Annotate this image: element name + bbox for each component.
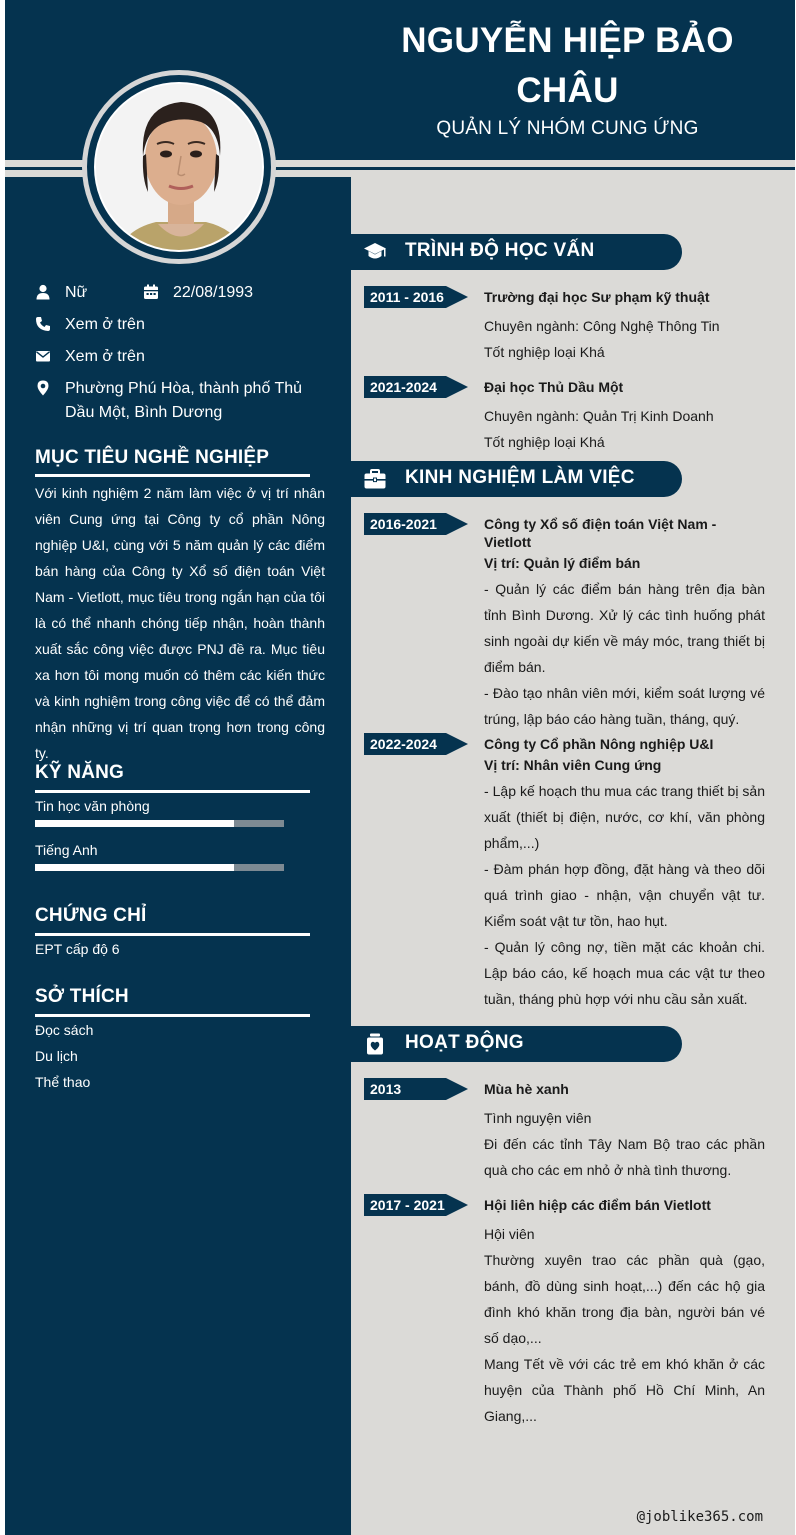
- activity-detail: Mang Tết về với các trẻ em khó khăn ở các huyện của Thành phố Hồ Chí Minh, An Giang,...: [484, 1356, 765, 1424]
- gender-value: Nữ: [65, 284, 88, 301]
- skills-title: KỸ NĂNG: [35, 762, 125, 783]
- skill-bar-fill: [35, 864, 234, 871]
- activity-role: Tình nguyện viên: [484, 1110, 592, 1126]
- watermark: @joblike365.com: [636, 1509, 763, 1525]
- activity-detail: Đi đến các tỉnh Tây Nam Bộ trao các phần quà cho các em nhỏ ở nhà tình thương.: [484, 1136, 765, 1178]
- job-detail: - Đào tạo nhân viên mới, kiểm soát lượng vé trúng, lập báo cáo hàng tuần, tháng, quý.: [484, 685, 765, 727]
- envelope-icon: [35, 348, 51, 364]
- certificate-item: EPT cấp độ 6: [35, 941, 120, 957]
- badge-icon: [363, 1032, 387, 1056]
- experience-entry: [484, 735, 765, 1012]
- objective-rule: [35, 474, 310, 477]
- skill-bar-fill: [35, 820, 234, 827]
- date-tag-label: 2021-2024: [364, 376, 446, 398]
- company-name: Công ty Cổ phần Nông nghiệp U&I: [484, 736, 714, 752]
- portrait-illustration: [96, 84, 264, 252]
- activity-entry: [484, 1080, 765, 1183]
- position: Vị trí: Quản lý điểm bán: [484, 555, 641, 571]
- date-tag-label: 2022-2024: [364, 733, 446, 755]
- date-tag-arrow: [446, 376, 468, 398]
- experience-title: KINH NGHIỆM LÀM VIỆC: [405, 467, 635, 488]
- objective-text: Với kinh nghiệm 2 năm làm việc ở vị trí nhân viên Cung ứng tại Công ty cổ phần Nông nghiệp U&I, cùng với 5 năm quản lý các điểm bán hàng của Công ty Xổ số điện toán Việt Nam - Vietlott, mục tiêu trong ngắn hạn của tôi là có thể nhanh chóng tiếp nhận, hoàn thành xuất sắc công việc được PNJ đề ra. Mục tiêu xa hơn tôi mong muốn có thêm các kiến thức và kinh nghiệm trong công việc để có thể đảm nhận những vị trí quan trọng hơn trong công ty.: [35, 485, 325, 761]
- education-entry: [484, 288, 765, 365]
- date-tag-label: 2017 - 2021: [364, 1194, 446, 1216]
- hobbies-title: SỞ THÍCH: [35, 986, 129, 1007]
- activity-name: Hội liên hiệp các điểm bán Vietlott: [484, 1197, 711, 1213]
- skills-rule: [35, 790, 310, 793]
- certificates-title: CHỨNG CHỈ: [35, 905, 147, 926]
- person-icon: [35, 284, 51, 300]
- resume-page: [5, 0, 795, 1535]
- avatar-photo: [94, 82, 264, 252]
- activity-entry: [484, 1196, 765, 1429]
- job-detail: - Đàm phán hợp đồng, đặt hàng và theo dõi quá trình giao - nhận, vận chuyển vật tư. Kiểm soát vật tư tồn, hao hụt.: [484, 861, 765, 929]
- date-tag-arrow: [446, 733, 468, 755]
- job-detail: - Quản lý các điểm bán hàng trên địa bàn tỉnh Bình Dương. Xử lý các tình huống phát sinh ngoài dự kiến về máy móc, trang thiết bị điểm bán.: [484, 581, 765, 675]
- activity-name: Mùa hè xanh: [484, 1081, 569, 1097]
- email-value: Xem ở trên: [65, 348, 145, 365]
- certificates-rule: [35, 933, 310, 936]
- hobbies-rule: [35, 1014, 310, 1017]
- major: Chuyên ngành: Công Nghệ Thông Tin: [484, 318, 720, 334]
- skill-bar-track: [35, 820, 284, 827]
- date-tag-arrow: [446, 1078, 468, 1100]
- calendar-icon: [143, 284, 159, 300]
- phone-icon: [35, 316, 51, 332]
- candidate-name: NGUYỄN HIỆP BẢO CHÂU: [401, 21, 734, 110]
- date-tag-label: 2016-2021: [364, 513, 446, 535]
- education-title: TRÌNH ĐỘ HỌC VẤN: [405, 240, 595, 261]
- date-tag-arrow: [446, 286, 468, 308]
- job-detail: - Lập kế hoạch thu mua các trang thiết bị sản xuất (thiết bị điện, nước, cơ khí, văn phòng phẩm,...): [484, 783, 765, 851]
- skill-bar-track: [35, 864, 284, 871]
- hobby-item: Du lịch: [35, 1048, 78, 1064]
- date-tag-arrow: [446, 513, 468, 535]
- major: Chuyên ngành: Quản Trị Kinh Doanh: [484, 408, 714, 424]
- experience-heading: [351, 461, 682, 497]
- location-pin-icon: [35, 380, 51, 396]
- briefcase-icon: [363, 467, 387, 491]
- job-detail: - Quản lý công nợ, tiền mặt các khoản chi. Lập báo cáo, kế hoạch mua các vật tư theo tuần, tháng phù hợp với nhu cầu sản xuất.: [484, 939, 765, 1007]
- experience-entry: [484, 515, 765, 732]
- activity-detail: Thường xuyên trao các phần quà (gạo, bánh, đồ dùng sinh hoạt,...) đến các hộ gia đình khó khăn trong địa bàn, người bán vé số dạo,...: [484, 1252, 765, 1346]
- hobby-item: Thể thao: [35, 1074, 91, 1090]
- objective-title: MỤC TIÊU NGHỀ NGHIỆP: [35, 447, 270, 468]
- graduation-cap-icon: [363, 240, 387, 264]
- candidate-job-title: QUẢN LÝ NHÓM CUNG ỨNG: [436, 118, 699, 139]
- school-name: Trường đại học Sư phạm kỹ thuật: [484, 289, 710, 305]
- skill-name: Tin học văn phòng: [35, 798, 150, 814]
- education-entry: [484, 378, 765, 455]
- school-name: Đại học Thủ Dầu Một: [484, 379, 624, 395]
- birthdate-value: 22/08/1993: [173, 284, 254, 301]
- grade: Tốt nghiệp loại Khá: [484, 344, 605, 360]
- activities-title: HOẠT ĐỘNG: [405, 1032, 524, 1053]
- position: Vị trí: Nhân viên Cung ứng: [484, 757, 662, 773]
- date-tag-arrow: [446, 1194, 468, 1216]
- address-value: Phường Phú Hòa, thành phố Thủ Dầu Một, Bình Dương: [65, 380, 303, 421]
- avatar: [82, 70, 276, 264]
- activities-heading: [351, 1026, 682, 1062]
- date-tag-label: 2013: [364, 1078, 446, 1100]
- hobby-item: Đọc sách: [35, 1022, 94, 1038]
- date-tag-label: 2011 - 2016: [364, 286, 446, 308]
- skill-name: Tiếng Anh: [35, 842, 98, 858]
- activity-role: Hội viên: [484, 1226, 535, 1242]
- education-heading: [351, 234, 682, 270]
- company-name: Công ty Xổ số điện toán Việt Nam - Vietlott: [484, 516, 717, 550]
- phone-value: Xem ở trên: [65, 316, 145, 333]
- grade: Tốt nghiệp loại Khá: [484, 434, 605, 450]
